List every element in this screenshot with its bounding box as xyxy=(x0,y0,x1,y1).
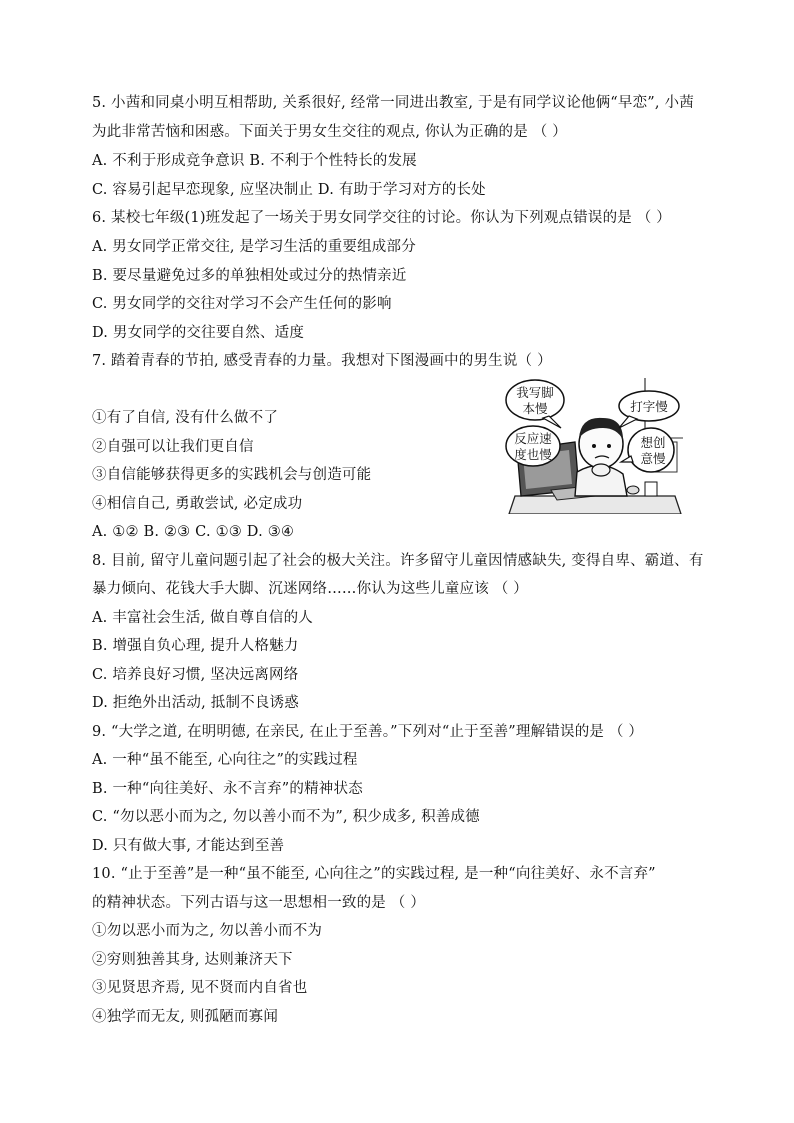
q8-option-c: C. 培养良好习惯, 坚决远离网络 xyxy=(92,667,299,683)
q6-stem: 6. 某校七年级(1)班发起了一场关于男女同学交往的讨论。你认为下列观点错误的是 （ ） xyxy=(92,210,671,226)
q10-item3: ③见贤思齐焉, 见不贤而内自省也 xyxy=(92,980,308,996)
q9-option-c: C. “勿以恶小而为之, 勿以善小而不为”, 积少成多, 积善成德 xyxy=(92,809,480,825)
q8-stem-line2: 暴力倾向、花钱大手大脚、沉迷网络……你认为这些儿童应该 （ ） xyxy=(92,581,528,597)
q9-option-b: B. 一种“向往美好、永不言弃”的精神状态 xyxy=(92,781,363,797)
q6-option-b: B. 要尽量避免过多的单独相处或过分的热情亲近 xyxy=(92,268,407,284)
q7-item2: ②自强可以让我们更自信 xyxy=(92,439,254,455)
q9-option-d: D. 只有做大事, 才能达到至善 xyxy=(92,838,285,854)
comic-bubble2: 打字慢 xyxy=(630,399,668,414)
comic-bubble3-line1: 反应速 xyxy=(514,431,552,446)
q7-item1: ①有了自信, 没有什么做不了 xyxy=(92,410,279,426)
q5-options-line2: C. 容易引起早恋现象, 应坚决制止 D. 有助于学习对方的长处 xyxy=(92,182,486,198)
q9-option-a: A. 一种“虽不能至, 心向往之”的实践过程 xyxy=(92,752,358,768)
q7-comic-illustration xyxy=(505,378,683,514)
q5-stem-line1: 5. 小茜和同桌小明互相帮助, 关系很好, 经常一同进出教室, 于是有同学议论他俩“早恋”, 小茜 xyxy=(92,95,694,111)
q10-item1: ①勿以恶小而为之, 勿以善小而不为 xyxy=(92,923,323,939)
q8-stem-line1: 8. 目前, 留守儿童问题引起了社会的极大关注。许多留守儿童因情感缺失, 变得自卑、霸道、有 xyxy=(92,553,704,569)
comic-bubble4-line2: 意慢 xyxy=(640,451,666,466)
q8-option-a: A. 丰富社会生活, 做自尊自信的人 xyxy=(92,610,314,626)
comic-bubble1-line1: 我写脚 xyxy=(516,385,554,400)
q8-option-b: B. 增强自负心理, 提升人格魅力 xyxy=(92,638,299,654)
q7-stem: 7. 踏着青春的节拍, 感受青春的力量。我想对下图漫画中的男生说（ ） xyxy=(92,353,552,369)
q10-stem-line2: 的精神状态。下列古语与这一思想相一致的是 （ ） xyxy=(92,895,426,911)
q8-option-d: D. 拒绝外出活动, 抵制不良诱惑 xyxy=(92,695,299,711)
q9-stem: 9. “大学之道, 在明明德, 在亲民, 在止于至善。”下列对“止于至善”理解错误的是 （ ） xyxy=(92,724,644,740)
q10-item2: ②穷则独善其身, 达则兼济天下 xyxy=(92,952,293,968)
comic-bubble1-line2: 本慢 xyxy=(522,401,548,416)
q10-item4: ④独学而无友, 则孤陋而寡闻 xyxy=(92,1009,279,1025)
comic-bubble4-line1: 想创 xyxy=(640,435,666,450)
q7-options: A. ①② B. ②③ C. ①③ D. ③④ xyxy=(92,524,295,540)
q5-options-line1: A. 不利于形成竞争意识 B. 不利于个性特长的发展 xyxy=(92,153,417,169)
q10-stem-line1: 10. “止于至善”是一种“虽不能至, 心向往之”的实践过程, 是一种“向往美好、永不言弃” xyxy=(92,866,656,882)
comic-bubble3-line2: 度也慢 xyxy=(514,447,552,462)
q7-item3: ③自信能够获得更多的实践机会与创造可能 xyxy=(92,467,372,483)
q7-item4: ④相信自己, 勇敢尝试, 必定成功 xyxy=(92,496,303,512)
q6-option-a: A. 男女同学正常交往, 是学习生活的重要组成部分 xyxy=(92,239,416,255)
q6-option-c: C. 男女同学的交往对学习不会产生任何的影响 xyxy=(92,296,392,312)
q6-option-d: D. 男女同学的交往要自然、适度 xyxy=(92,325,305,341)
q5-stem-line2: 为此非常苦恼和困惑。下面关于男女生交往的观点, 你认为正确的是 （ ） xyxy=(92,124,567,140)
